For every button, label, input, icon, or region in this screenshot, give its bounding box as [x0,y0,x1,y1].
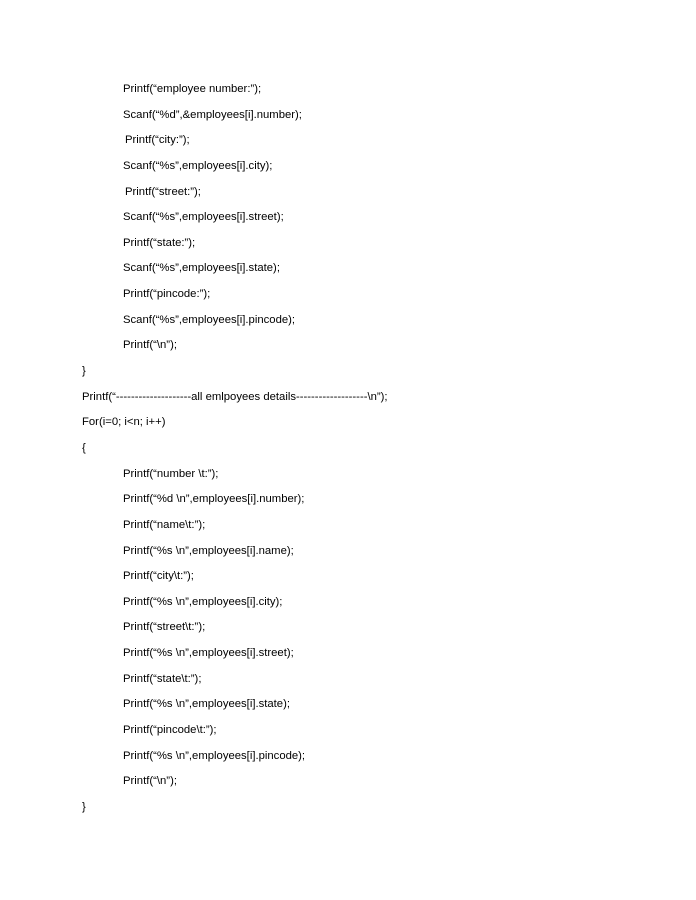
code-line: Printf(“street\t:”); [123,621,206,634]
code-line: } [82,800,86,813]
code-line: For(i=0; i<n; i++) [82,416,166,429]
code-line: Printf(“employee number:”); [123,83,262,95]
code-line: Printf(“pincode\t:”); [123,724,217,737]
code-line: Printf(“city\t:”); [123,570,194,583]
code-line: Scanf(“%s”,employees[i].city); [123,159,273,172]
code-line: Printf(“state:”); [123,236,196,249]
code-line: Printf(“state\t:”); [123,672,202,685]
code-line: Scanf(“%s”,employees[i].street); [123,211,284,224]
code-line: Printf(“%s \n”,employees[i].street); [123,647,294,660]
code-line: Printf(“\n”); [123,775,177,788]
code-line: Printf(“%s \n”,employees[i].state); [123,698,290,711]
code-line: Printf(“%s \n”,employees[i].pincode); [123,749,306,762]
code-line: Printf(“\n”); [123,339,177,352]
code-line: Printf(“name\t:”); [123,518,206,531]
code-line: Printf(“%d \n”,employees[i].number); [123,493,305,506]
code-line: Printf(“%s \n”,employees[i].city); [123,595,283,608]
code-line: } [82,365,86,378]
code-line: Scanf(“%s”,employees[i].pincode); [123,313,296,326]
code-line: Printf(“city:”); [125,134,190,147]
code-block [82,80,682,824]
code-line: Printf(“number \t:”); [123,467,219,480]
code-line: Printf(“%s \n”,employees[i].name); [123,544,294,557]
code-line: Scanf(“%d”,&employees[i].number); [123,108,302,121]
code-line: Printf(“--------------------all emlpoyees details-------------------\n”); [82,390,388,403]
code-line: Printf(“street:”); [125,185,201,198]
code-line: Printf(“pincode:”); [123,288,211,301]
code-line: { [82,441,86,454]
code-line: Scanf(“%s”,employees[i].state); [123,262,280,275]
